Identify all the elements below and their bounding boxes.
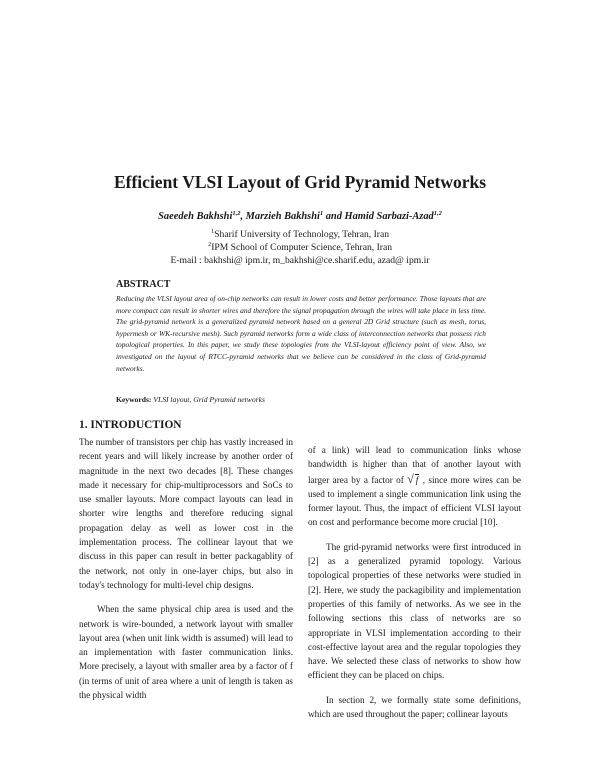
author-affiliation-mark: 1,2 bbox=[433, 210, 442, 217]
paragraph: When the same physical chip area is used and the network is wire-bounded, a network layout with smaller layout area (when unit link width is assumed) will lead to an implementation with faster communication links. More precisely, a layout with smaller area by a factor of f (in terms of unit of area where a unit of length is taken as the physical width bbox=[79, 604, 293, 701]
abstract-heading: ABSTRACT bbox=[116, 279, 171, 290]
paragraph-text: of a link) will lead to communication links whose bandwidth is higher than that of another layout with larger area by a factor of bbox=[308, 445, 521, 485]
right-column bbox=[308, 443, 521, 721]
author-separator: and bbox=[323, 211, 345, 222]
affiliation-1 bbox=[60, 229, 540, 240]
author-name: Marzieh Bakhshi bbox=[245, 211, 320, 222]
keywords bbox=[116, 395, 265, 404]
affiliation-mark: 1 bbox=[210, 228, 215, 235]
affiliation-2 bbox=[60, 242, 540, 253]
author-separator: , bbox=[240, 211, 246, 222]
sqrt-variable: f bbox=[415, 474, 419, 485]
affiliation-text: Sharif University of Technology, Tehran, Iran bbox=[214, 229, 390, 240]
sqrt-symbol: √ bbox=[407, 471, 414, 486]
email-line: E-mail : bakhshi@ ipm.ir, m_bakhshi@ce.sharif.edu, azad@ ipm.ir bbox=[170, 255, 430, 266]
section-heading: 1. INTRODUCTION bbox=[79, 419, 182, 431]
paragraph bbox=[308, 443, 521, 530]
left-column bbox=[79, 435, 293, 702]
paragraph: The number of transistors per chip has vastly increased in recent years and will likely increase by another order of magnitude in the next two decades [8]. These changes made it necessary for chip-multiprocessors and SoCs to use smaller layouts. More compact layouts can lead in shorter wire lengths and therefore reducing signal propagation delay as well as lower cost in the implementation process. The collinear layout that we discuss in this paper can result in better packagablity of the network, not only in one-layer chips, but also in today's technology for multi-level chip designs. bbox=[79, 437, 293, 590]
paragraph: The grid-pyramid networks were first introduced in [2] as a generalized pyramid topology. Various topological properties of these networks were studied in [2]. Here, we study the packagibility and implementation properties of this family of networks. As we see in the following sections this class of networks are so appropriate in VLSI implementation according to their cost-effective layout area and the regular topologies they have. We selected these class of networks to show how efficient they can be placed on chips. bbox=[308, 541, 521, 681]
paragraph: In section 2, we formally state some definitions, which are used throughout the paper; collinear layouts bbox=[308, 694, 521, 720]
keywords-text: VLSI layout, Grid Pyramid networks bbox=[153, 395, 265, 404]
author-affiliation-mark: 1,2 bbox=[232, 210, 241, 217]
affiliation-mark: 2 bbox=[207, 241, 212, 248]
affiliation-text: IPM School of Computer Science, Tehran, Iran bbox=[211, 242, 393, 253]
author-name: Saeedeh Bakhshi bbox=[158, 211, 233, 222]
author-name: Hamid Sarbazi-Azad bbox=[344, 211, 434, 222]
author-list bbox=[60, 211, 540, 222]
paragraph-text: , since more wires can be used to implement a single communication link using the former layout. Thus, the impact of efficient VLSI layout on cost and performance become more crucial [10]. bbox=[308, 474, 522, 528]
abstract-text: Reducing the VLSI layout area of on-chip networks can result in lower costs and better performance. Those layouts that are more compact can result in shorter wires and therefore the signal propagation through the wires will take place in less time. The grid-pyramid network is a generalized pyramid network based on a general 2D Grid structure (such as mesh, torus, hypermesh or WK-recursive mesh). Such pyramid networks form a wide class of interconnection networks that possess rich topological properties. In this paper, we study these topologies from the VLSI-layout efficiency point of view. Also, we investigated on the layout of RTCC-pyramid networks that we believe can be considered in the class of Grid-pyramid networks. bbox=[116, 294, 486, 373]
paper-title: Efficient VLSI Layout of Grid Pyramid Networks bbox=[113, 172, 487, 192]
author-affiliation-mark: 1 bbox=[319, 210, 324, 217]
keywords-label: Keywords: bbox=[116, 395, 152, 404]
